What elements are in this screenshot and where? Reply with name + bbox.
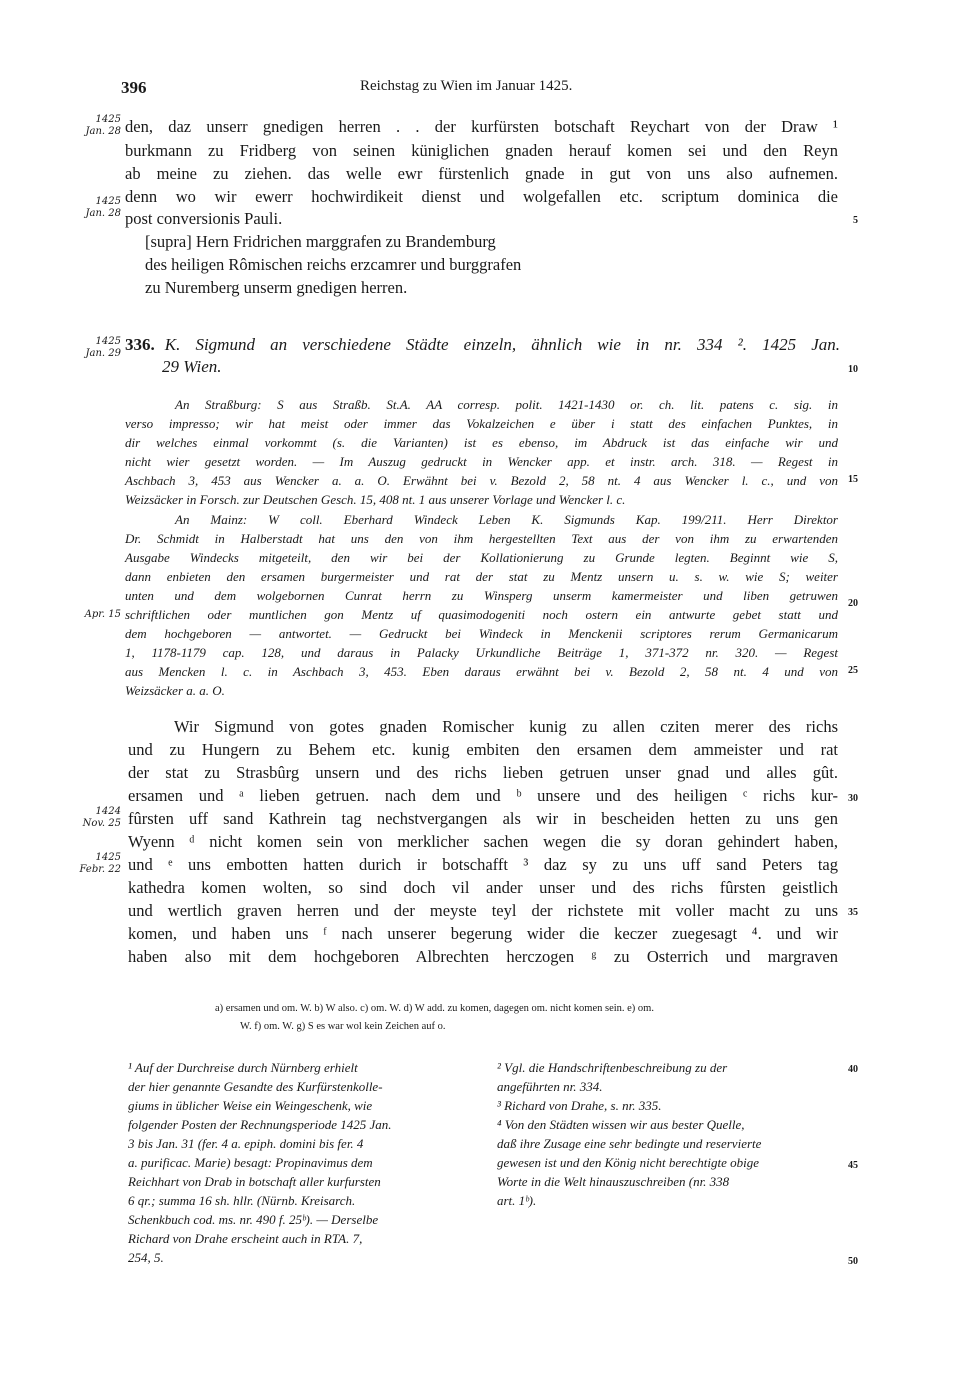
line-number: 5 <box>853 215 858 226</box>
margin-date-5 <box>76 806 121 830</box>
margin-date-3-year: 1425 <box>95 336 121 347</box>
text-line: haben also mit dem hochgeboren Albrechten herczogen ᵍ zu Osterrich und margraven <box>128 947 838 966</box>
source-line: An Mainz: W coll. Eberhard Windeck Leben K. Sigmunds Kap. 199/211. Herr Direktor <box>175 512 838 527</box>
margin-date-1 <box>76 114 121 138</box>
text-line: kathedra komen wolten, so sind doch vil ander unser und des richs fûrsten geistlich <box>128 878 838 897</box>
footnote-line: Reichhart von Drab in botschaft aller kurfursten <box>128 1174 381 1189</box>
margin-date-6 <box>76 852 121 876</box>
letter-line: den, daz unserr gnedigen herren . . der kurfürsten botschaft Reychart von der Draw ¹ <box>125 117 838 136</box>
source-line: unten und dem wolgebornen Cunrat herrn zu Winsperg unserm kamermeister und liben getruwen <box>125 588 838 603</box>
letter-line: denn wo wir ewerr hochwirdikeit dienst und wolgefallen etc. scriptum dominica die <box>125 187 838 206</box>
source-line: Aschbach 3, 453 aus Wencker a. a. O. Erwähnt bei v. Bezold 2, 58 nt. 4 aus Wencker l. c., und von <box>125 473 838 488</box>
margin-date-4: Apr. 15 <box>84 609 121 620</box>
footnote-line: Worte in die Welt hinauszuschreiben (nr. 338 <box>497 1174 730 1189</box>
margin-date-1-day: Jan. 28 <box>85 126 121 137</box>
variant-line: a) ersamen und om. W. b) W also. c) om. W. d) W add. zu komen, dagegen om. nicht komen sein. e) om. <box>215 1003 654 1014</box>
line-number: 20 <box>848 598 858 609</box>
regest-title-line-2: 29 Wien. <box>162 357 222 376</box>
line-number: 40 <box>848 1064 858 1075</box>
source-line: nicht wier gesetzt worden. — Im Auszug gedruckt in Wencker app. et instr. arch. 318. — Regest in <box>125 454 838 469</box>
letter-line: burkmann zu Fridberg von seinen küniglichen gnaden herauf komen sei und den Reyn <box>125 141 838 160</box>
footnote-line: Schenkbuch cod. ms. nr. 490 f. 25ᵇ). — Derselbe <box>128 1212 379 1227</box>
text-line: Wyenn ᵈ nicht komen sein von merklicher sachen wegen die sy doran gehindert haben, <box>128 832 838 851</box>
footnote-line: Richard von Drahe erscheint auch in RTA. 7, <box>128 1231 363 1246</box>
source-line: 1, 1178-1179 cap. 128, und daraus in Palacky Urkundliche Beiträge 1, 371-372 nr. 320. — Regest <box>125 645 838 660</box>
source-line: dir welches einmal vorkommt (s. die Varianten) ist es ebenso, im Abdruck ist das einfache wir und <box>125 435 838 450</box>
margin-date-2-day: Jan. 28 <box>85 208 121 219</box>
line-number: 25 <box>848 665 858 676</box>
source-line: Weizsäcker a. a. O. <box>125 683 225 698</box>
margin-date-5-day: Nov. 25 <box>82 818 121 829</box>
footnote-line: ⁴ Von den Städten wissen wir aus bester Quelle, <box>497 1117 745 1132</box>
margin-date-2-year: 1425 <box>95 196 121 207</box>
letter-line: ab meine zu ziehen. das welle ewr fürstenlich gnade in gut von uns also aufnemen. <box>125 164 838 183</box>
address-line: [supra] Hern Fridrichen marggrafen zu Brandemburg <box>145 232 496 251</box>
address-line: zu Nuremberg unserm gnedigen herren. <box>145 278 408 297</box>
footnote-line: gewesen ist und den König nicht berechtigte obige <box>497 1155 759 1170</box>
line-number: 15 <box>848 474 858 485</box>
text-line: und wertlich graven herren und der meyste teyl der richstete mit voller macht zu uns <box>128 901 838 920</box>
source-line: Weizsäcker in Forsch. zur Deutschen Gesch. 15, 408 nt. 1 aus unserer Vorlage und Wencker l. c. <box>125 492 626 507</box>
footnote-line: der hier genannte Gesandte des Kurfürstenkolle- <box>128 1079 383 1094</box>
source-line: dem hochgeboren — antwortet. — Gedruckt bei Windeck in Menckenii scriptores rerum Germanicarum <box>125 626 838 641</box>
text-line: ersamen und ᵃ lieben getruen. nach dem und ᵇ unsere und des heiligen ᶜ richs kur- <box>128 786 838 805</box>
text-line: und zu Hungern zu Behem etc. kunig embiten den ersamen dem ammeister und rat <box>128 740 838 759</box>
footnote-line: daß ihre Zusage eine sehr bedingte und reservierte <box>497 1136 762 1151</box>
variant-line: W. f) om. W. g) S es war wol kein Zeichen auf o. <box>240 1021 446 1032</box>
source-line: aus Mencken l. c. in Aschbach 3, 453. Eben daraus erwähnt bei v. Bezold 2, 58 nt. 4 und von <box>125 664 838 679</box>
margin-date-2 <box>76 196 121 220</box>
line-number: 50 <box>848 1256 858 1267</box>
text-line: der stat zu Strasbûrg unsern und des richs lieben getruen unser gnad und alles gût. <box>128 763 838 782</box>
text-line: fûrsten uff sand Kathrein tag nechstvergangen als wir in bescheiden hetten zu uns gen <box>128 809 838 828</box>
margin-date-3-day: Jan. 29 <box>85 348 121 359</box>
margin-date-6-year: 1425 <box>95 852 121 863</box>
footnote-line: 3 bis Jan. 31 (fer. 4 a. epiph. domini bis fer. 4 <box>128 1136 364 1151</box>
source-line: schriftlichen oder muntlichen gon Mentz uf quasimodogeniti noch ostern ein antwurte gebet statt und <box>125 607 838 622</box>
address-line: des heiligen Rômischen reichs erzcamrer und burggrafen <box>145 255 522 274</box>
line-number: 10 <box>848 364 858 375</box>
source-line: dann enbieten den ersamen burgermeister und rat der stat zu Mentz unsern u. s. w. wie S; weiter <box>125 569 838 584</box>
page-number: 396 <box>121 78 147 97</box>
letter-line: post conversionis Pauli. <box>125 209 283 228</box>
footnote-line: 254, 5. <box>128 1250 164 1265</box>
running-title: Reichstag zu Wien im Januar 1425. <box>360 78 573 94</box>
footnote-line: ³ Richard von Drahe, s. nr. 335. <box>497 1098 662 1113</box>
footnote-line: angeführten nr. 334. <box>497 1079 603 1094</box>
text-line: Wir Sigmund von gotes gnaden Romischer kunig zu allen cziten merer des richs <box>174 717 838 736</box>
line-number: 30 <box>848 793 858 804</box>
source-line: An Straßburg: S aus Straßb. St.A. AA corresp. polit. 1421-1430 or. ch. lit. patens c. sig. in <box>175 397 838 412</box>
margin-date-3 <box>76 336 121 360</box>
regest-heading <box>125 335 840 377</box>
footnote-line: folgender Posten der Rechnungsperiode 1425 Jan. <box>128 1117 392 1132</box>
text-line: komen, und haben uns ᶠ nach unserer begerung wider die keczer zuegesagt ⁴. und wir <box>128 924 838 943</box>
footnote-line: 6 qr.; summa 16 sh. hllr. (Nürnb. Kreisarch. <box>128 1193 356 1208</box>
line-number: 45 <box>848 1160 858 1171</box>
margin-date-6-day: Febr. 22 <box>79 864 121 875</box>
footnote-line: ¹ Auf der Durchreise durch Nürnberg erhielt <box>128 1060 358 1075</box>
footnote-line: giums in üblicher Weise ein Weingeschenk, wie <box>128 1098 373 1113</box>
source-line: Ausgabe Windecks mitgeteilt, den wir bei der Kollationierung zu Grunde legten. Beginnt wie S, <box>125 550 838 565</box>
regest-title-line-1: K. Sigmund an verschiedene Städte einzeln, ähnlich wie in nr. 334 ². 1425 Jan. <box>164 335 840 354</box>
line-number: 35 <box>848 907 858 918</box>
footnote-line: art. 1ᵇ). <box>497 1193 537 1208</box>
source-line: verso impresso; wir hat meist oder immer das Vokalzeichen e über i statt des einfachen Punktes, in <box>125 416 838 431</box>
footnote-line: ² Vgl. die Handschriftenbeschreibung zu der <box>497 1060 728 1075</box>
margin-date-1-year: 1425 <box>95 114 121 125</box>
text-line: und ᵉ uns embotten hatten durich ir botschafft ³ daz sy zu uns uff sand Peters tag <box>128 855 838 874</box>
regest-number: 336. <box>125 335 155 354</box>
margin-date-5-year: 1424 <box>95 806 121 817</box>
footnote-line: a. purificac. Marie) besagt: Propinavimus dem <box>128 1155 373 1170</box>
source-line: Dr. Schmidt in Halberstadt hat uns den von ihm hergestellten Text aus der von ihm zu erwartenden <box>125 531 838 546</box>
